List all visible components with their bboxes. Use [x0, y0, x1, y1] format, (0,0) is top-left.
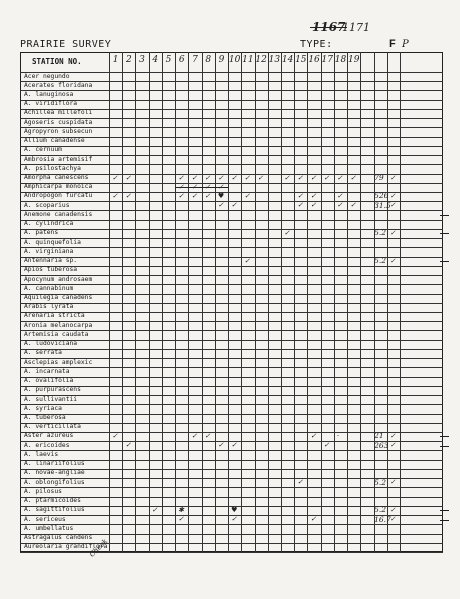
station-number: 8 — [205, 55, 212, 65]
check-mark: ✓ — [244, 191, 251, 200]
check-mark: ✓ — [204, 191, 211, 200]
species-name: A. scoparius — [24, 201, 70, 209]
station-number: 16 — [308, 55, 320, 65]
row-rule — [20, 552, 443, 553]
species-name: Allium canadense — [24, 137, 85, 145]
station-number: 3 — [139, 55, 145, 65]
species-name: A. cannabinum — [24, 284, 74, 292]
species-name: A. verticillata — [24, 423, 81, 431]
row-rule — [20, 497, 443, 498]
special-mark: ♥ — [217, 191, 225, 200]
row-note-value: 5.2 — [374, 256, 387, 266]
note-check-mark: ✓ — [389, 441, 396, 450]
check-mark: ✓ — [231, 201, 237, 210]
strikethrough-line — [175, 187, 228, 188]
species-name: Ambrosia artemisif — [24, 155, 93, 163]
row-rule — [20, 395, 443, 396]
station-number: 19 — [348, 55, 360, 65]
station-number: 18 — [334, 55, 347, 65]
species-name: Artemisia caudata — [24, 330, 89, 338]
station-number: 10 — [228, 55, 241, 65]
check-mark: ✓ — [151, 505, 158, 514]
station-number: 17 — [321, 55, 333, 65]
check-mark: ✓ — [283, 228, 290, 237]
station-number: 1 — [112, 55, 119, 65]
check-mark: ✓ — [217, 173, 224, 182]
column-rule — [374, 52, 375, 552]
species-name: Anemone canadensis — [24, 210, 93, 218]
check-mark: ✓ — [244, 173, 251, 182]
column-rule — [241, 52, 242, 552]
margin-dash — [440, 215, 449, 216]
species-name: A. virginiana — [24, 247, 74, 255]
species-name: Acerates floridana — [24, 81, 93, 89]
row-rule — [20, 340, 443, 341]
check-mark: ✓ — [112, 191, 118, 200]
check-mark: ✓ — [217, 201, 224, 210]
species-name: Aster azureus — [24, 432, 74, 440]
margin-dash — [440, 233, 449, 234]
form-title: PRAIRIE SURVEY — [20, 39, 112, 50]
check-mark: ✓ — [178, 515, 185, 524]
species-name: A. quinquefolia — [24, 238, 81, 246]
row-note-value: 79 — [374, 173, 384, 183]
column-rule — [321, 52, 322, 552]
check-mark: ✓ — [191, 182, 198, 191]
column-rule — [135, 52, 136, 552]
check-mark: ✓ — [125, 173, 132, 182]
species-name: Amorpha canescens — [24, 174, 89, 182]
check-mark: ✓ — [336, 201, 343, 210]
species-name: A. viridiflora — [24, 100, 78, 108]
species-name: A. sullivantii — [24, 395, 78, 403]
station-number: 12 — [255, 55, 267, 65]
column-rule — [307, 52, 308, 552]
check-mark: ✓ — [112, 173, 118, 182]
species-name: A. lanuginosa — [24, 90, 74, 98]
check-mark: ✓ — [310, 191, 317, 200]
column-rule — [360, 52, 361, 552]
species-name: A. serrata — [24, 349, 62, 357]
note-check-mark: ✓ — [389, 256, 396, 265]
row-rule — [20, 404, 443, 405]
station-number: 14 — [281, 55, 294, 65]
station-number: 6 — [178, 55, 185, 65]
row-rule — [20, 349, 443, 350]
check-mark: ✓ — [204, 182, 211, 191]
species-name: A. ericoides — [24, 441, 70, 449]
check-mark: ✓ — [217, 441, 224, 450]
column-rule — [294, 52, 295, 552]
row-rule — [20, 377, 443, 378]
column-rule — [202, 52, 203, 552]
species-name: Arenaria stricta — [24, 312, 85, 320]
row-rule — [20, 247, 443, 248]
type-p-mark: P — [402, 39, 409, 50]
check-mark: ✓ — [217, 182, 224, 191]
check-mark: ✓ — [178, 191, 185, 200]
note-check-mark: ✓ — [389, 431, 396, 440]
row-rule — [20, 266, 443, 267]
check-mark: ✓ — [178, 182, 185, 191]
check-mark: ✓ — [310, 431, 317, 440]
species-name: A. umbellatus — [24, 524, 74, 532]
column-rule — [387, 52, 388, 552]
check-mark: ✓ — [323, 441, 330, 450]
row-rule — [20, 238, 443, 239]
species-name: Astragalus candens — [24, 534, 93, 541]
check-mark: ✓ — [297, 173, 304, 182]
species-name: A. cylindrica — [24, 220, 74, 228]
column-rule — [109, 52, 110, 552]
check-mark: ✓ — [297, 201, 304, 210]
column-rule — [162, 52, 163, 552]
station-number: 7 — [192, 55, 198, 65]
row-rule — [20, 450, 443, 451]
check-mark: ✓ — [323, 173, 330, 182]
species-name: A. sericeus — [24, 515, 66, 523]
species-name: A. syriaca — [24, 404, 62, 412]
check-mark: ✓ — [336, 191, 343, 200]
check-mark: ✓ — [350, 201, 356, 210]
column-rule — [122, 52, 123, 552]
check-mark: ✓ — [231, 173, 237, 182]
note-check-mark: ✓ — [389, 478, 396, 487]
note-check-mark: ✓ — [389, 515, 396, 524]
species-name: Asclepias amplexic — [24, 358, 93, 366]
row-rule — [20, 164, 443, 165]
species-name: Aureolaria grandiflora — [24, 543, 108, 551]
type-f-mark: F — [389, 38, 396, 50]
species-name: A. incarnata — [24, 367, 70, 375]
species-name: A. tuberosa — [24, 414, 66, 421]
species-name: A. laevis — [24, 450, 59, 458]
check-mark: ✓ — [336, 173, 343, 182]
row-note-value: 5.2 — [374, 477, 387, 487]
special-mark: · — [336, 431, 340, 440]
column-rule — [334, 52, 335, 552]
station-number-label: STATION NO. — [32, 57, 82, 66]
species-name: Amphicarpa monoica — [24, 183, 93, 191]
column-rule — [255, 52, 256, 552]
check-mark: ✓ — [310, 201, 317, 210]
species-name: Agropyron subsecun — [24, 127, 93, 135]
row-rule — [20, 367, 443, 368]
margin-dash — [440, 520, 449, 521]
station-number: 11 — [242, 55, 254, 65]
species-name: Aquilegia canadens — [24, 294, 93, 302]
row-note-value: 5.2 — [374, 505, 387, 515]
species-name: A. linariifolius — [24, 460, 85, 468]
row-rule — [20, 423, 443, 424]
species-name: Apios tuberosa — [24, 266, 78, 274]
column-rule — [268, 52, 269, 552]
row-rule — [20, 414, 443, 415]
row-rule — [20, 90, 443, 91]
row-rule — [20, 146, 443, 147]
check-mark: ✓ — [125, 191, 132, 200]
species-name: A. novae-angliae — [24, 469, 85, 477]
note-check-mark: ✓ — [389, 505, 396, 514]
check-mark: ✓ — [297, 191, 304, 200]
species-name: Antennaria sp. — [24, 257, 78, 265]
species-name: Apocynum androsaem — [24, 275, 93, 283]
species-name: Agoseris cuspidata — [24, 118, 93, 126]
row-note-value: 16.7 — [374, 514, 391, 524]
row-note-value: 5.2 — [374, 228, 387, 238]
check-mark: ✓ — [257, 173, 264, 182]
check-mark: ✓ — [191, 173, 198, 182]
row-rule — [20, 487, 443, 488]
species-name: A. sagittifolius — [24, 506, 85, 514]
column-rule — [188, 52, 189, 552]
special-mark: ♥ — [231, 505, 238, 514]
struck-sheet-number: 1167 — [312, 20, 346, 34]
species-name: Acer negundo — [24, 72, 70, 80]
species-name: A. psilostachya — [24, 164, 81, 172]
species-name: A. ptarmicoides — [24, 497, 81, 505]
column-rule — [215, 52, 216, 552]
check-mark: ✓ — [297, 478, 304, 487]
check-mark: ✓ — [191, 191, 198, 200]
species-name: A. ovalifolia — [24, 377, 74, 385]
row-rule — [20, 72, 443, 73]
species-name: A. patens — [24, 229, 59, 237]
row-rule — [20, 524, 443, 525]
row-rule — [20, 284, 443, 285]
check-mark: ✓ — [191, 431, 198, 440]
row-rule — [20, 303, 443, 304]
margin-dash — [440, 510, 449, 511]
survey-grid — [20, 52, 443, 552]
row-note-value: 263 — [374, 440, 389, 450]
row-note-value: 526 — [374, 191, 389, 201]
species-name: Andropogon furcatu — [24, 192, 93, 200]
column-rule — [149, 52, 150, 552]
margin-dash — [440, 446, 449, 447]
check-mark: ✓ — [178, 173, 185, 182]
note-check-mark: ✓ — [389, 173, 396, 182]
species-name: Arabis lyrata — [24, 303, 74, 311]
station-number: 2 — [125, 55, 132, 65]
species-name: A. ludoviciana — [24, 340, 78, 348]
note-check-mark: ✓ — [389, 228, 396, 237]
row-note-value: 31.5 — [374, 200, 391, 210]
margin-dash — [440, 436, 449, 437]
type-label: TYPE: — [300, 39, 333, 50]
margin-dash — [440, 261, 449, 262]
species-name: Achillea millefoli — [24, 109, 93, 117]
station-number: 15 — [295, 55, 307, 65]
station-number: 4 — [152, 55, 159, 65]
check-mark: ✓ — [310, 515, 317, 524]
column-rule — [281, 52, 282, 552]
station-number: 13 — [268, 55, 281, 65]
check-mark: ✓ — [350, 173, 356, 182]
check-mark: ✓ — [310, 173, 317, 182]
column-rule — [228, 52, 229, 552]
column-rule — [175, 52, 176, 552]
check-mark: ✓ — [283, 173, 290, 182]
station-number: 9 — [218, 55, 225, 65]
row-rule — [20, 100, 443, 101]
check-mark: ✓ — [112, 431, 118, 440]
sheet-number: 1171 — [342, 21, 370, 34]
check-mark: ✓ — [244, 256, 251, 265]
corner-scribble: Check — [88, 537, 110, 559]
species-name: A. cernuum — [24, 146, 62, 154]
check-mark: ✓ — [231, 515, 237, 524]
row-rule — [20, 220, 443, 221]
special-mark: ✱ — [178, 505, 185, 514]
check-mark: ✓ — [204, 431, 211, 440]
species-name: Aronia melanocarpa — [24, 321, 93, 329]
column-rule — [400, 52, 401, 552]
species-name: A. oblongifolius — [24, 478, 85, 486]
note-check-mark: ✓ — [389, 201, 396, 210]
row-rule — [20, 386, 443, 387]
station-number: 5 — [165, 55, 172, 65]
check-mark: ✓ — [125, 441, 132, 450]
row-note-value: 21 — [374, 431, 384, 441]
check-mark: ✓ — [204, 173, 211, 182]
species-name: A. pilosus — [24, 487, 62, 495]
check-mark: ✓ — [231, 441, 237, 450]
species-name: A. purpurascens — [24, 386, 81, 394]
column-rule — [347, 52, 348, 552]
note-check-mark: ✓ — [389, 191, 396, 200]
